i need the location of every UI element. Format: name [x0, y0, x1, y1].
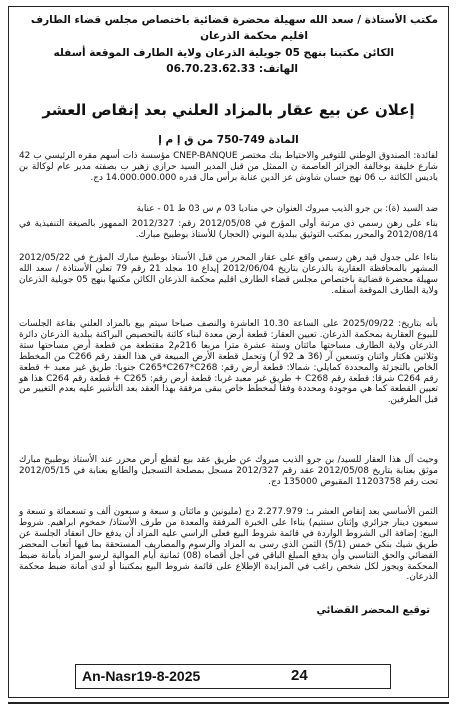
sale-details-paragraph: بأنه بتاريخ: 2025/09/22 على الساعة 10.30 العاشرة والنصف صباحا سيتم بيع بالمزاد العلني بقاعة الجلسات للبيوع العقارية بمحكمة الذرعان. تعيين العقار: قطعة أرض معدة لبناء كائنة بالتحصيص البراكنة ببلدية الذرعان دائرة الذرعان ولاية الطارف مساحتها مائتان وستة عشرة مترا مربعا 216م2 مقتطعة من قطعة أرض مساحتها ستة وثلاثين هكتار واثنان وتسعين آر (36 هـ 92 آر) وتحمل قطعة الأرض المبيعة في هذا العقد رقم C266 من المخطط الخاص بالتجزئة والمحددة كمايلي: شمالا: قطعة أرض رقم: C265*C267*C268 جنوبا: طريق غير معبد + قطعة رقم C264 شرقا: قطعة رقم C268 + طريق غير معبد غربا: قطعة أرض رقم: C265 + قطعة رقم C264 هذا هو تعيين القطعة كما هي موجودة ومحددة وفقا لمخطط خاص ببقى مرفقة بهذا العقد بعد التأشير عليه بعدم التغيير من قبل الطرفين. — [19, 319, 439, 406]
bottom-divider — [8, 702, 449, 712]
notice-sheet — [8, 6, 449, 698]
mortgage-paragraph: بناء على رهن رسمي ذي مرتبة أولى المؤرخ في 2012/05/08 رقم: 2012/327 الممهور بالصيغة التنفيذية في 2012/08/14 والمحرر بمكتب التوثيق ببلدية البوني (الحجار) للأستاذ بوطبيخ مبارك. — [19, 219, 438, 240]
bailiff-signature: توقيع المحضر القضائي — [316, 605, 430, 616]
newspaper-footer — [75, 664, 391, 689]
notice-title: إعلان عن بيع عقار بالمزاد العلني بعد إنقاص العشر — [42, 101, 415, 119]
newspaper-name-date: An-Nasr19-8-2025 — [82, 668, 201, 684]
page-number: 24 — [291, 667, 308, 684]
office-header-line: مكتب الأستاذة / سعد الله سهيلة محضرة قضائية باختصاص مجلس قضاء الطارف — [30, 14, 438, 26]
defendant-paragraph: ضد السيد (ة): بن جرو الذيب مبروك العنوان حي مناديا 03 م س 03 ط 01 - عنابة — [136, 204, 438, 214]
registration-paragraph: بناءا على جدول قيد رهن رسمي واقع على عقار المحرر من قبل الأستاذ بوطبيخ مبارك المؤرخ في 2012/05/22 المشهر بالمحافظة العقارية بالذرعان بتاريخ 2012/06/04 إيداع 10 مجلد 21 رقم 79 تعلن الأستاذة / سعد الله سهيلة محضرة قضائية باختصاص مجلس قضاء الطارف اقليم محكمة الذرعان الكائن مكتبها بنهج 05 جويلية الذرعان ولاية الطارف الموقعة أسفله. — [19, 253, 439, 296]
price-conditions-paragraph: الثمن الأساسي بعد إنقاص العشر بـ: 2.277.979 دج (مليونين و مائتان و سبعة و سبعون ألف و تسعمائة و تسعة و سبعون دينار جزائري وإثنان سنتيم) بناءا على الخبرة المرفقة والمعدة من طرف الأستاذ/ خمخوم ابراهيم. شروط البيع: إضافة الى الشروط الواردة في قائمة شروط البيع فعلى الراسي عليه المزاد أن يدفع حال انعقاد الجلسة عن طريق شيك بنكي خمس (5/1) الثمن الذي رسى به المزاد والرسوم والمصاريف المستحقة بما فيها أتعاب المحضر القضائي والحق التناسبي وأن يدفع المبلغ الباقي في أجل أقصاه (08) ثمانية أيام الموالية لرسو المزاد بأمانة ضبط المحكمة ويجوز لكل شخص راغب في المزايدة الإطلاع على قائمة شروط البيع بمكتبنا أو لدى أمانة ضبط محكمة الذرعان. — [19, 507, 438, 583]
legal-article-reference: المادة 749-750 من ق إ م إ — [158, 134, 299, 146]
plaintiff-paragraph: لفائدة: الصندوق الوطني للتوفير والاحتياط بنك مختصر CNEP-BANQUE مؤسسة ذات أسهم مقره الرئيسي ب 42 شارع خليفة بوخالفة الجزائر العاصمة ن الممثل من قبل المدير السيد حرازي زهير ب بصفته مدير عام لوكالة بن باديس الكائنة ب 06 نهج حسان شاوش عز الدين عنابة برأس مال قدره 14.000.000.000 دج. — [19, 151, 439, 183]
office-address: الكائن مكتبنا بنهج 05 جويلية الذرعان ولاية الطارف الموقعة أسفله — [53, 47, 394, 59]
court-name: اقليم محكمة الذرعان — [200, 30, 308, 42]
ownership-paragraph: وحيث آل هذا العقار للسيد/ بن جرو الذيب مبروك عن طريق عقد بيع لقطع أرض محرر عند الأستاذ بوطبيخ مبارك موثق بعنابة بتاريخ 2012/05/08 عقد رقم 2012/327 مسجل بمصلحة التسجيل والطابع بعنابة في 2012/05/15 تحت رقم 11203758 المقبوض 135000 دج. — [19, 455, 438, 487]
office-phone: الهاتف: 06.70.23.62.33 — [166, 63, 298, 75]
